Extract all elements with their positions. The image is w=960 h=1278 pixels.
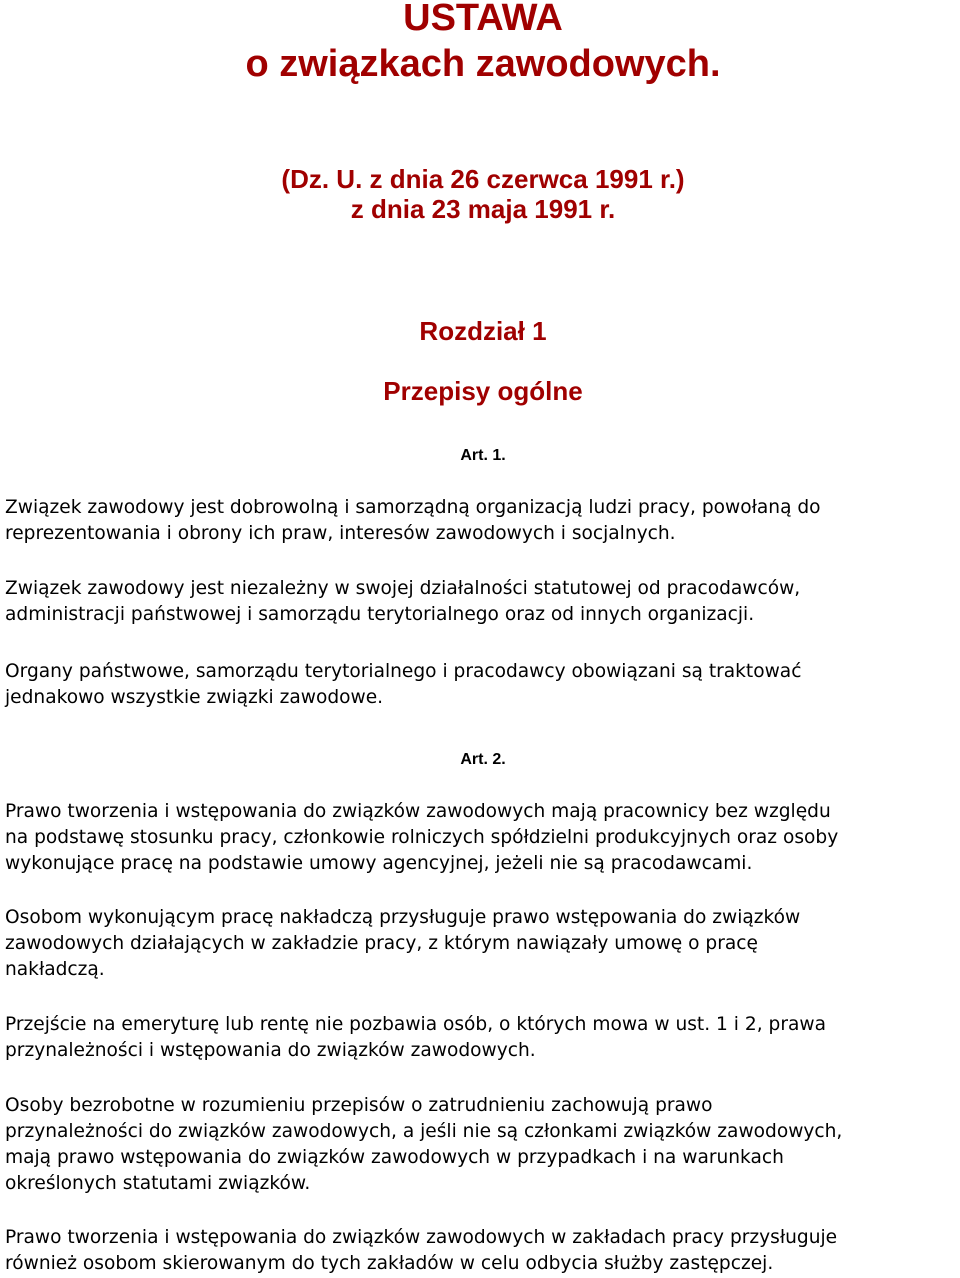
article-paragraph xyxy=(5,1012,960,1064)
chapter-name: Przepisy ogólne xyxy=(383,376,583,406)
paragraph-line: nakładczą. xyxy=(5,959,105,980)
article-paragraph xyxy=(5,1093,960,1197)
article-paragraph xyxy=(5,905,960,983)
paragraph-line: zawodowych działających w zakładzie pracy, z którym nawiązały umowę o pracę xyxy=(5,933,758,954)
article-paragraph xyxy=(5,659,960,711)
paragraph-line: Organy państwowe, samorządu terytorialnego i pracodawcy obowiązani są traktować xyxy=(5,661,802,682)
paragraph-line: określonych statutami związków. xyxy=(5,1173,311,1194)
paragraph-line: Związek zawodowy jest dobrowolną i samorządną organizacją ludzi pracy, powołaną do xyxy=(5,497,821,518)
paragraph-line: Osobom wykonującym pracę nakładczą przysługuje prawo wstępowania do związków xyxy=(5,907,801,928)
chapter-number: Rozdział 1 xyxy=(419,316,547,346)
paragraph-line: przynależności do związków zawodowych, a jeśli nie są członkami związków zawodowych, xyxy=(5,1121,843,1142)
document-subject: o związkach zawodowych. xyxy=(245,43,721,85)
paragraph-line: przynależności i wstępowania do związków zawodowych. xyxy=(5,1040,536,1061)
paragraph-line: jednakowo wszystkie związki zawodowe. xyxy=(5,687,384,708)
paragraph-line: Związek zawodowy jest niezależny w swojej działalności statutowej od pracodawców, xyxy=(5,578,801,599)
paragraph-line: wykonujące pracę na podstawie umowy agencyjnej, jeżeli nie są pracodawcami. xyxy=(5,853,753,874)
paragraph-line: Osoby bezrobotne w rozumieniu przepisów o zatrudnieniu zachowują prawo xyxy=(5,1095,713,1116)
enactment-date: z dnia 23 maja 1991 r. xyxy=(350,194,616,224)
paragraph-line: administracji państwowej i samorządu terytorialnego oraz od innych organizacji. xyxy=(5,604,755,625)
publication-reference: (Dz. U. z dnia 26 czerwca 1991 r.) xyxy=(281,164,685,194)
article-heading: Art. 1. xyxy=(460,447,506,464)
article-paragraph xyxy=(5,799,960,877)
paragraph-line: na podstawę stosunku pracy, członkowie rolniczych spółdzielni produkcyjnych oraz osoby xyxy=(5,827,839,848)
article-heading: Art. 2. xyxy=(460,751,506,768)
article-paragraph xyxy=(5,1225,960,1277)
paragraph-line: Przejście na emeryturę lub rentę nie pozbawia osób, o których mowa w ust. 1 i 2, prawa xyxy=(5,1014,826,1035)
paragraph-line: mają prawo wstępowania do związków zawodowych w przypadkach i na warunkach xyxy=(5,1147,784,1168)
paragraph-line: Prawo tworzenia i wstępowania do związków zawodowych mają pracownicy bez względu xyxy=(5,801,831,822)
paragraph-line: reprezentowania i obrony ich praw, interesów zawodowych i socjalnych. xyxy=(5,523,676,544)
paragraph-line: również osobom skierowanym do tych zakładów w celu odbycia służby zastępczej. xyxy=(5,1253,774,1274)
document-title: USTAWA xyxy=(403,0,563,39)
article-paragraph xyxy=(5,576,960,628)
paragraph-line: Prawo tworzenia i wstępowania do związków zawodowych w zakładach pracy przysługuje xyxy=(5,1227,838,1248)
article-paragraph xyxy=(5,495,960,547)
